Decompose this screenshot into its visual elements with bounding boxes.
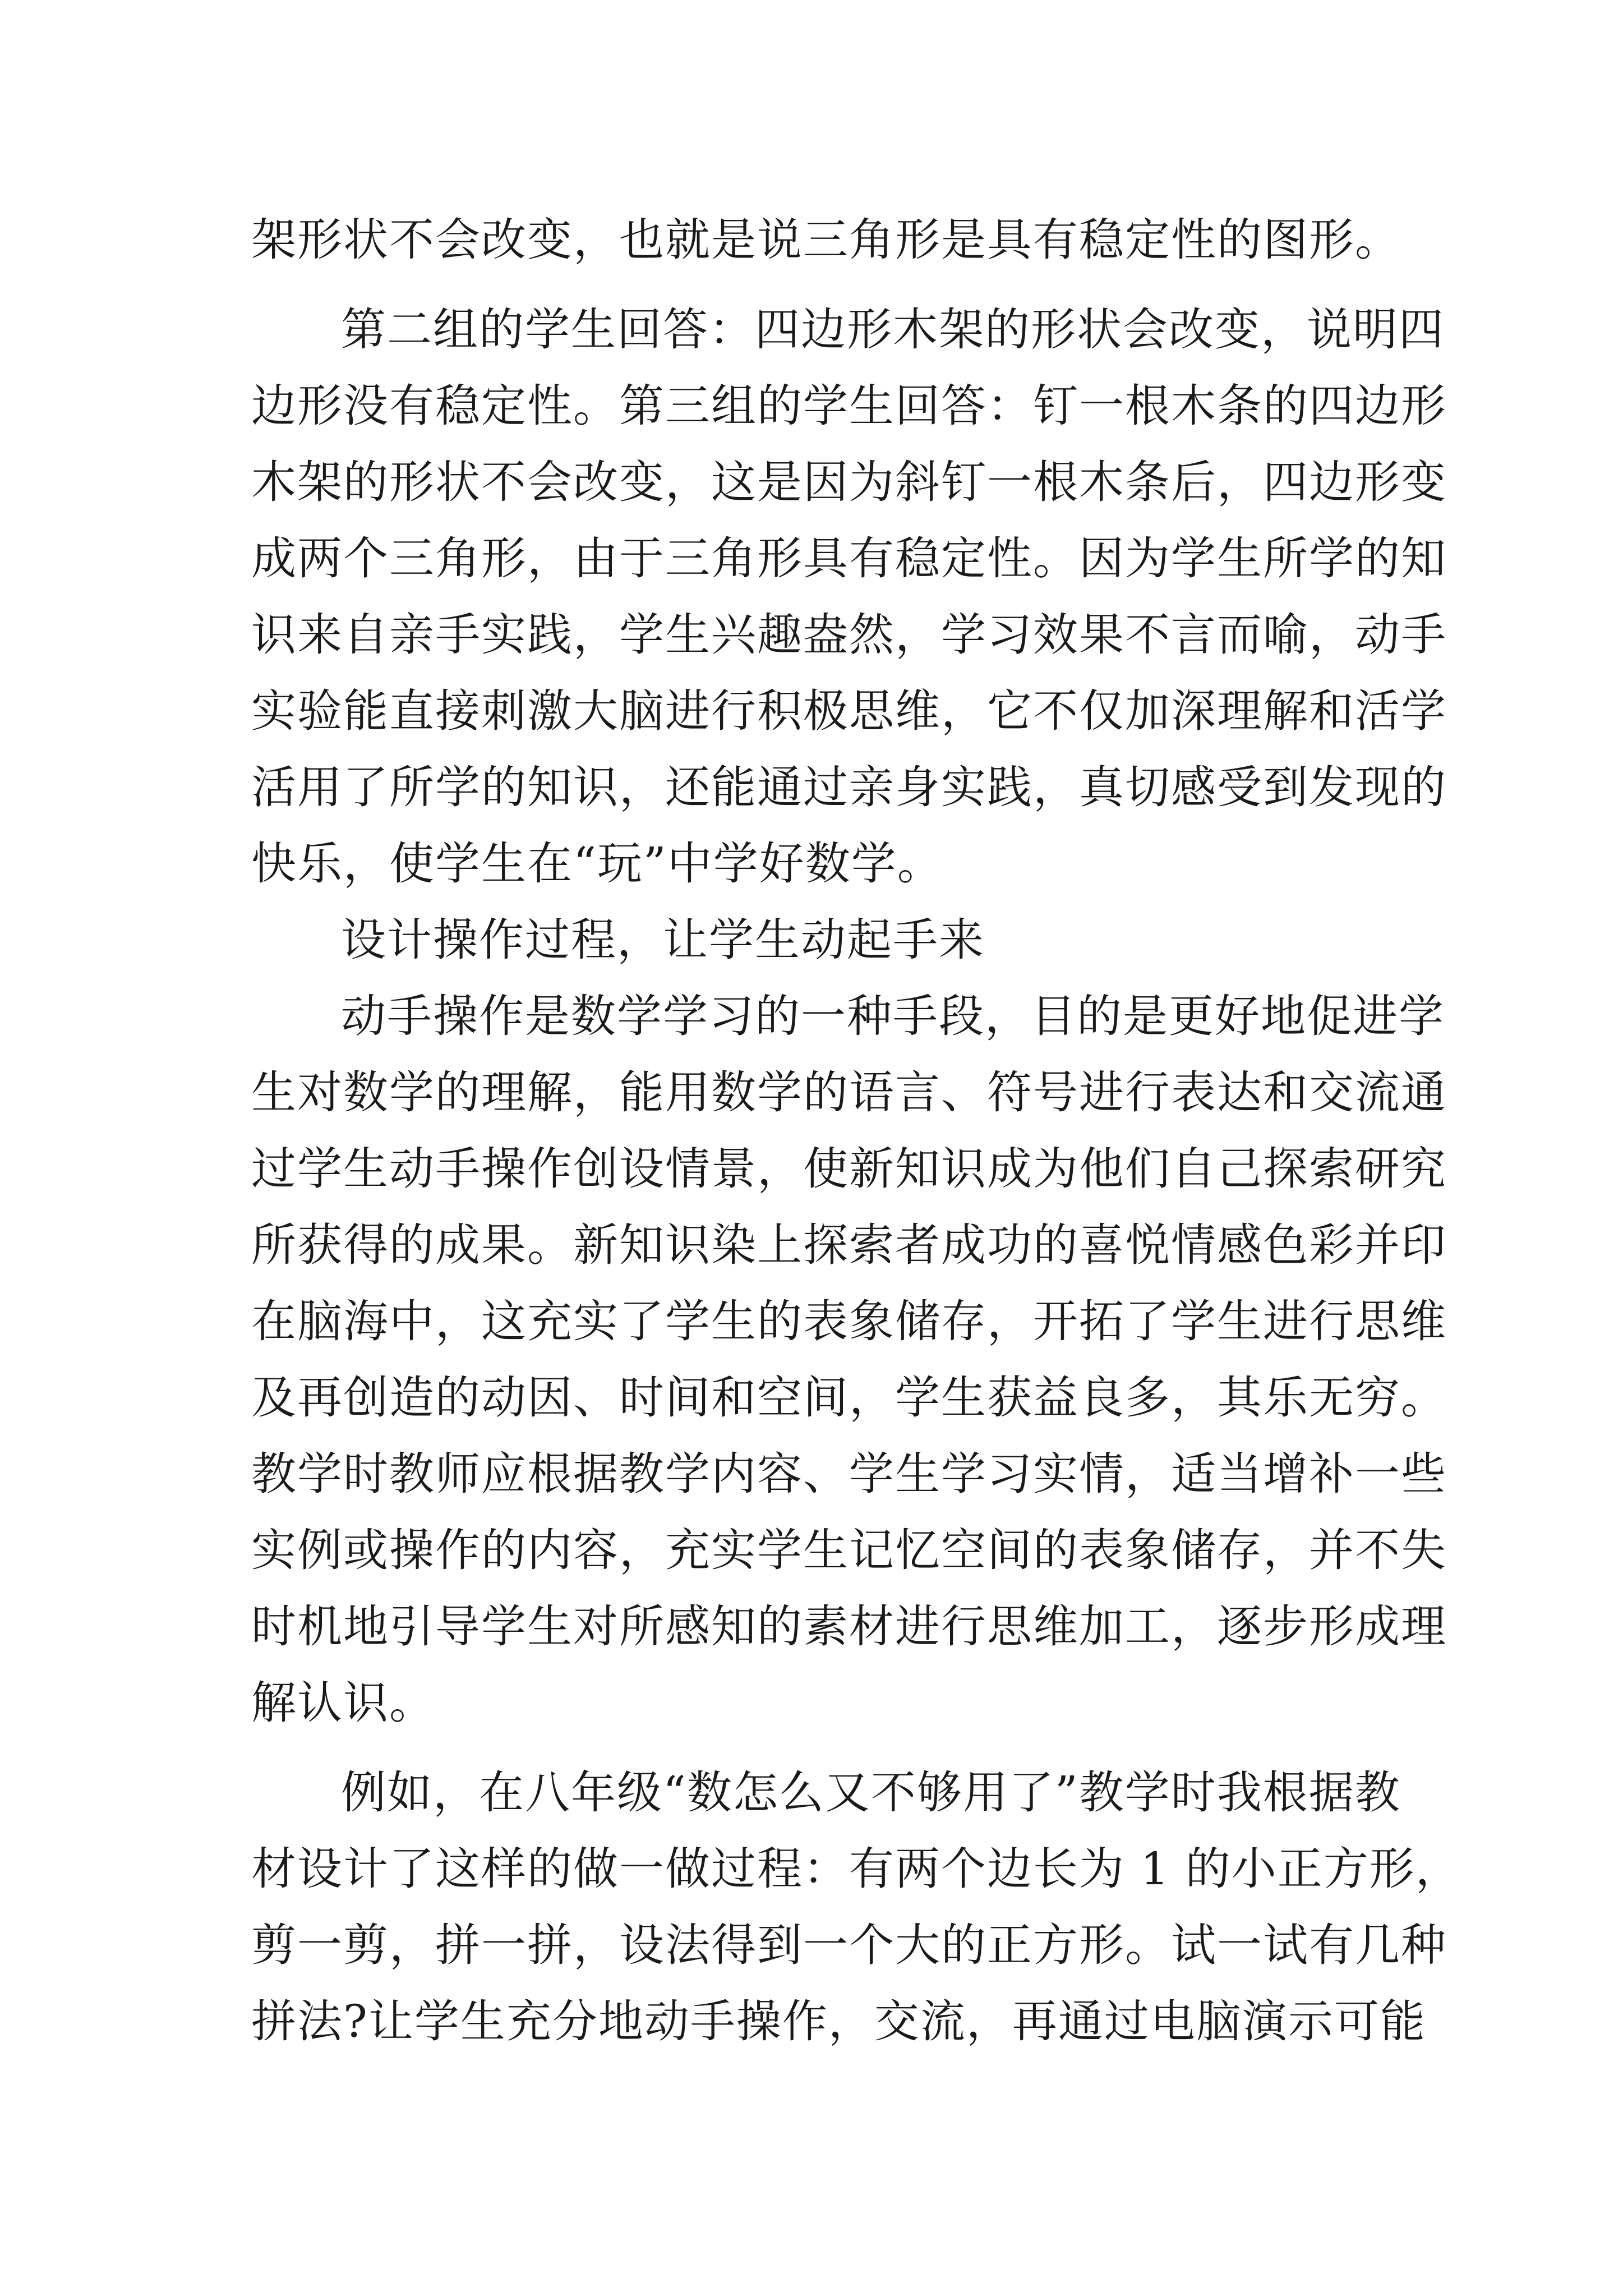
text-line: 及再创造的动因、时间和空间，学生获益良多，其乐无穷。 (251, 1372, 1447, 1424)
text-line: 木架的形状不会改变，这是因为斜钉一根木条后，四边形变 (251, 456, 1447, 508)
text-line: 实例或操作的内容，充实学生记忆空间的表象储存，并不失 (251, 1524, 1447, 1576)
text-line: 动手操作是数学学习的一种手段，目的是更好地促进学 (341, 990, 1445, 1042)
text-line: 成两个三角形，由于三角形具有稳定性。因为学生所学的知 (251, 532, 1447, 585)
text-line: 剪一剪，拼一拼，设法得到一个大的正方形。试一试有几种 (251, 1919, 1447, 1971)
text-line: 材设计了这样的做一做过程：有两个边长为 1 的小正方形， (251, 1843, 1461, 1895)
paragraph-gap (251, 1741, 1395, 1755)
text-line: 时机地引导学生对所感知的素材进行思维加工，逐步形成理 (251, 1600, 1447, 1653)
text-line: 拼法?让学生充分地动手操作，交流，再通过电脑演示可能 (251, 1995, 1426, 2047)
document-body (251, 202, 1461, 2060)
text-line: 识来自亲手实践，学生兴趣盎然，学习效果不言而喻，动手 (251, 609, 1447, 661)
text-line: 解认识。 (251, 1677, 435, 1729)
text-line: 例如，在八年级“数怎么又不够用了”教学时我根据教 (341, 1766, 1401, 1819)
paragraph-gap (251, 278, 1395, 292)
text-line: 快乐，使学生在“玩”中学好数学。 (251, 838, 943, 890)
text-line: 第二组的学生回答：四边形木架的形状会改变，说明四 (341, 303, 1445, 356)
text-line: 架形状不会改变，也就是说三角形是具有稳定性的图形。 (251, 214, 1401, 266)
text-line: 活用了所学的知识，还能通过亲身实践，真切感受到发现的 (251, 761, 1447, 813)
text-line: 生对数学的理解，能用数学的语言、符号进行表达和交流通 (251, 1066, 1447, 1119)
text-line: 教学时教师应根据教学内容、学生学习实情，适当增补一些 (251, 1448, 1447, 1500)
text-line: 设计操作过程，让学生动起手来 (341, 914, 985, 966)
text-line: 边形没有稳定性。第三组的学生回答：钉一根木条的四边形 (251, 380, 1447, 432)
text-line: 在脑海中，这充实了学生的表象储存，开拓了学生进行思维 (251, 1295, 1447, 1347)
text-line: 实验能直接刺激大脑进行积极思维，它不仅加深理解和活学 (251, 685, 1447, 737)
text-line: 过学生动手操作创设情景，使新知识成为他们自己探索研究 (251, 1143, 1447, 1195)
text-line: 所获得的成果。新知识染上探索者成功的喜悦情感色彩并印 (251, 1219, 1447, 1271)
